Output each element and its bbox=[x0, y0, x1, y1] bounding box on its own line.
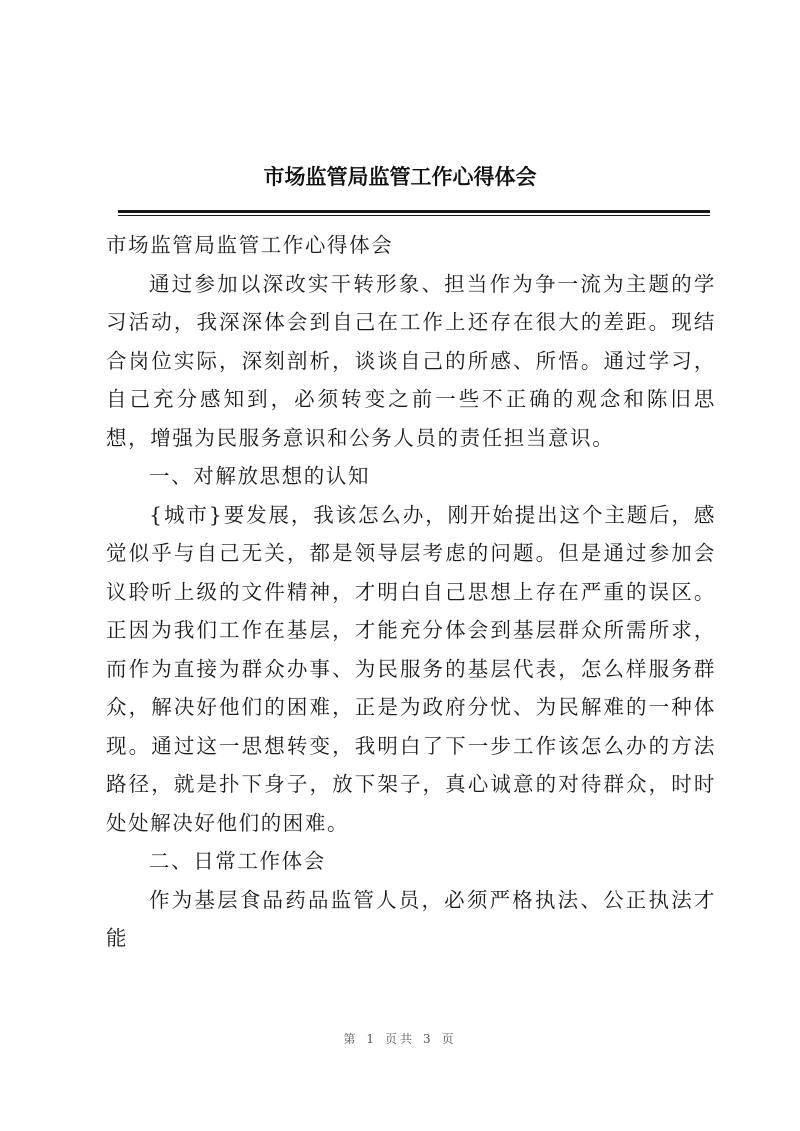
title-divider-thin bbox=[118, 215, 710, 216]
section-1-paragraph: {城市}要发展，我该怎么办，刚开始提出这个主题后，感觉似乎与自己无关，都是领导层考虑的问题。但是通过参加会议聆听上级的文件精神，才明白自己思想上存在严重的误区。正因为我们工作在基层，才能充分体会到基层群众所需所求，而作为直接为群众办事、为民服务的基层代表，怎么样服务群众，解决好他们的困难，正是为政府分忧、为民解难的一种体现。通过这一思想转变，我明白了下一步工作该怎么办的方法路径，就是扑下身子，放下架子，真心诚意的对待群众，时时处处解决好他们的困难。 bbox=[106, 502, 716, 835]
footer-total-pages: 3 bbox=[423, 1032, 434, 1046]
footer-suffix: 页 bbox=[441, 1032, 457, 1046]
footer-page-number: 1 bbox=[366, 1032, 377, 1046]
title-divider bbox=[118, 210, 710, 213]
footer-middle: 页共 bbox=[384, 1032, 415, 1046]
section-heading-2: 二、日常工作体会 bbox=[149, 849, 326, 873]
section-heading-1: 一、对解放思想的认知 bbox=[149, 464, 371, 488]
section-2-paragraph: 作为基层食品药品监管人员，必须严格执法、公正执法才能 bbox=[106, 887, 716, 950]
document-body bbox=[106, 226, 716, 958]
page-footer bbox=[0, 1030, 800, 1047]
page-title: 市场监管局监管工作心得体会 bbox=[263, 165, 537, 189]
body-subtitle: 市场监管局监管工作心得体会 bbox=[106, 233, 394, 257]
footer-prefix: 第 bbox=[343, 1032, 359, 1046]
intro-paragraph: 通过参加以深改实干转形象、担当作为争一流为主题的学习活动，我深深体会到自己在工作上还存在很大的差距。现结合岗位实际，深刻剖析，谈谈自己的所感、所悟。通过学习，自己充分感知到，必须转变之前一些不正确的观念和陈旧思想，增强为民服务意识和公务人员的责任担当意识。 bbox=[106, 271, 716, 450]
